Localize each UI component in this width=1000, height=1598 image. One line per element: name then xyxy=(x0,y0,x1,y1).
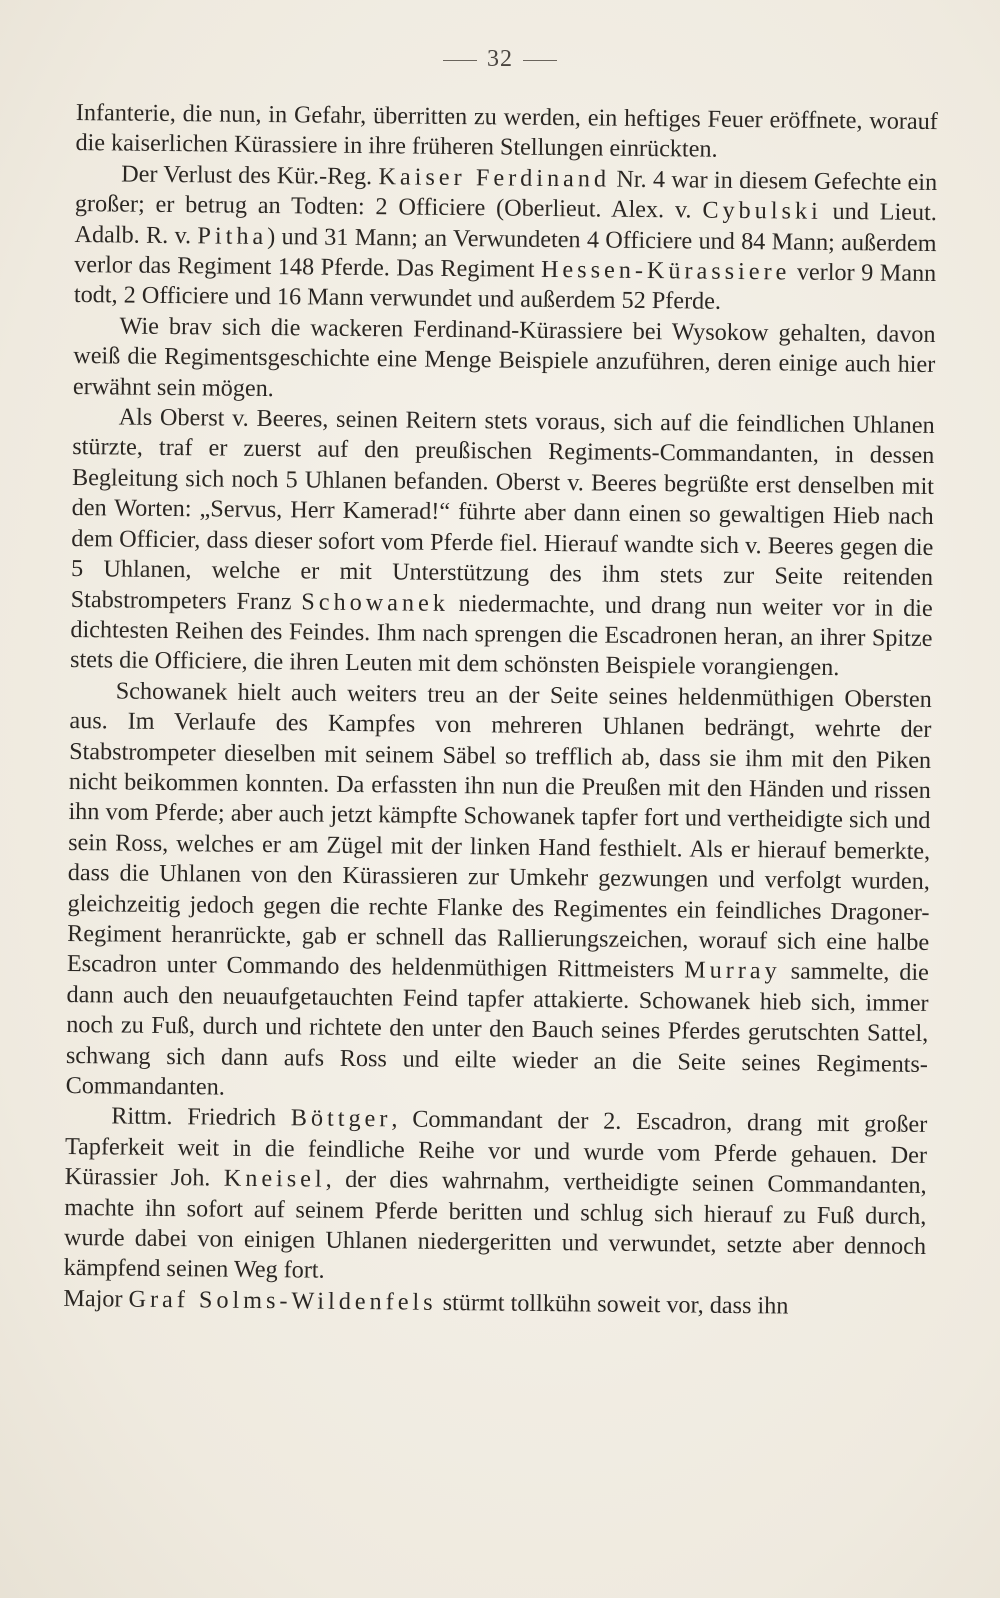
text-segment: Major xyxy=(63,1284,129,1313)
text-segment: , der dies wahrnahm, vertheidigte seinen Commandanten, machte ihn sofort auf seinem Pferde beritten und schlug sich hierauf zu Fuß durch, wurde dabei von einigen Uhlanen niedergeritten und verwundet, setzte aber dennoch kämpfend seinen Weg fort. xyxy=(63,1165,927,1285)
spaced-name: Murray xyxy=(684,956,781,985)
spaced-name: Graf Solms-Wildenfels xyxy=(128,1285,437,1316)
paragraph xyxy=(64,1101,928,1292)
paragraph xyxy=(65,676,931,1111)
spaced-name: Schowanek xyxy=(301,587,450,617)
text-segment: Als Oberst v. Beeres, seinen Reitern stets voraus, sich auf die feindlichen Uhlanen stürzte, traf er zuerst auf den preußischen Regiments-Commandanten, in dessen Begleitung sich noch 5 Uhlanen befanden. Oberst v. Beeres begrüßte erst denselben mit den Worten: „Servus, Herr Kamerad!“ führte aber dann einen so gewaltigen Hieb nach dem Officier, dass dieser sofort vom Pferde fiel. Hierauf wandte sich v. Beeres gegen die 5 Uhlanen, welche er mit Unterstützung des ihm stets zur Seite reitenden Stabstrompeters Franz xyxy=(70,403,935,615)
text-segment: Schowanek hielt auch weiters treu an der Seite seines heldenmüthigen Obersten aus. Im Verlaufe des Kampfes von mehreren Uhlanen bedrängt, wehrte der Stabstrompeter dieselben mit seinem Säbel so trefflich ab, dass sie ihm mit den Piken nicht beikommen konnten. Da erfassten ihn nun die Preußen mit den Händen und rissen ihn vom Pferde; aber auch jetzt kämpfte Schowanek tapfer fort und vertheidigte sich und sein Ross, welches er am Zügel mit der linken Hand festhielt. Als er hierauf bemerkte, dass die Uhlanen von den Kürassieren zur Umkehr gezwungen und verfolgt wurden, gleichzeitig jedoch gegen die rechte Flanke des Regimentes ein feindliches Dragoner-Regiment heranrückte, gab er schnell das Rallierungszeichen, worauf sich eine halbe Escadron unter Commando des heldenmüthigen Rittmeisters xyxy=(66,677,932,984)
text-segment: ) und 31 Mann; an Verwundeten 4 Officiere und 84 Mann; außerdem verlor das Regiment 148 Pferde. Das Regiment xyxy=(74,222,937,283)
spaced-name: Cybulski xyxy=(702,196,822,226)
page-number xyxy=(0,46,1000,73)
text-segment: Infanterie, die nun, in Gefahr, überritten zu werden, ein heftiges Feuer eröffnete, worauf die kaiserlichen Kürassiere in ihre früheren Stellungen einrückten. xyxy=(75,98,938,164)
paragraph xyxy=(75,98,938,168)
spaced-name: Böttger xyxy=(290,1104,392,1133)
text-segment: Rittm. Friedrich xyxy=(111,1102,292,1132)
text-segment: stürmt tollkühn soweit vor, dass ihn xyxy=(436,1288,789,1320)
paragraph xyxy=(70,402,935,685)
text-segment: , Commandant der 2. Escadron, drang mit großer Tapferkeit weit in die feindliche Reihe vor und wurde vom Pferde gehauen. Der Kürassier Joh. xyxy=(64,1105,928,1192)
text-segment: verlor 9 Mann todt, 2 Officiere und 16 Mann verwundet und außerdem 52 Pferde. xyxy=(73,258,937,316)
spaced-name: Kaiser Ferdinand xyxy=(378,162,611,193)
body-text xyxy=(63,98,938,1323)
text-segment: Nr. 4 war in diesem Gefechte ein großer; er betrug an Todten: 2 Officiere (Oberlieut. Alex. v. xyxy=(74,165,938,224)
page-number-dash-right xyxy=(523,60,557,61)
spaced-name: Hessen-Kürassiere xyxy=(540,255,791,286)
text-segment: und Lieut. Adalb. R. v. xyxy=(74,198,937,249)
page-number-dash-left xyxy=(443,60,477,61)
spaced-name: Pitha xyxy=(197,221,268,250)
page-number-text: 32 xyxy=(487,46,513,72)
text-segment: Wie brav sich die wackeren Ferdinand-Kürassiere bei Wysokow gehalten, davon weiß die Regimentsgeschichte eine Menge Beispiele anzuführen, deren einige auch hier erwähnt sein mögen. xyxy=(72,312,936,402)
paragraph xyxy=(74,159,938,320)
text-segment: sammelte, die dann auch den neuaufgetauchten Feind tapfer attakierte. Schowanek hieb sich, immer noch zu Fuß, durch und richtete den unter den Bauch seines Pferdes gerutschten Sattel, schwang sich dann aufs Ross und eilte wieder an die Seite seines Regiments-Commandanten. xyxy=(65,957,930,1101)
paragraph xyxy=(73,311,936,411)
text-segment: niedermachte, und drang nun weiter vor in die dichtesten Reihen des Feindes. Ihm nach sprengen die Escadronen heran, an ihrer Spitze stets die Officiere, die ihren Leuten mit dem schönsten Beispiele vorangiengen. xyxy=(69,589,933,682)
text-segment: Der Verlust des Kür.-Reg. xyxy=(121,160,379,190)
spaced-name: Kneisel xyxy=(223,1164,326,1193)
